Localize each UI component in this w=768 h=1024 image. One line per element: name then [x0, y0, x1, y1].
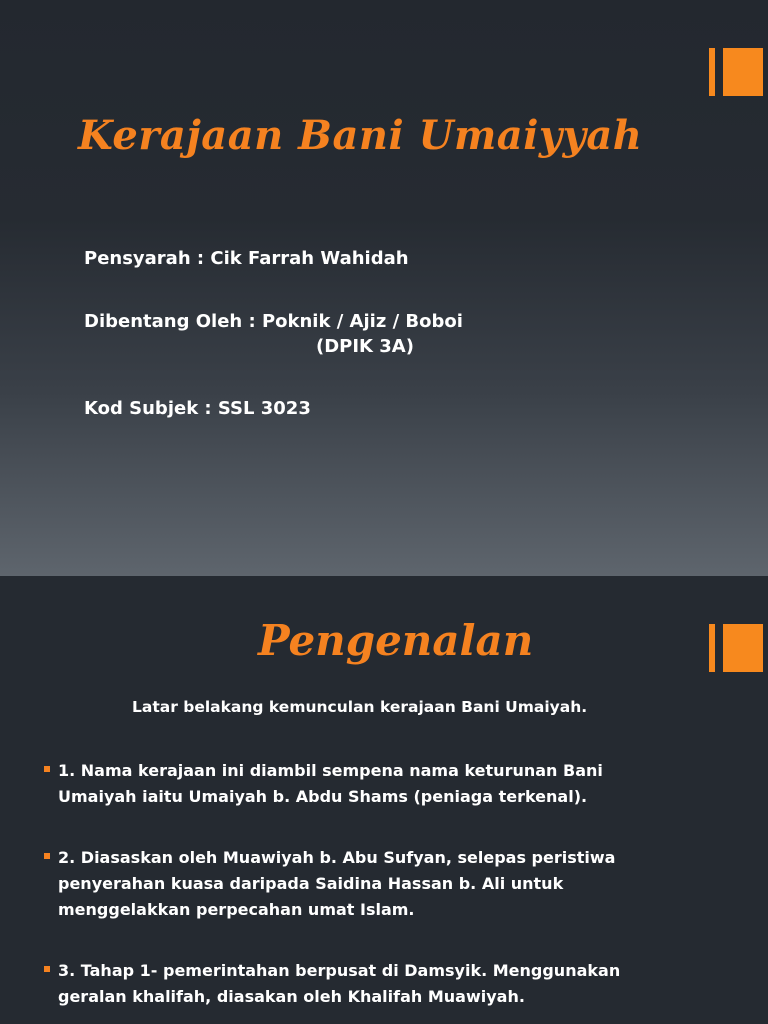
- bullet-text: 1. Nama kerajaan ini diambil sempena nama keturunan Bani Umaiyah iaitu Umaiyah b. Abdu Shams (peniaga terkenal).: [58, 761, 603, 806]
- section-subtitle: Latar belakang kemunculan kerajaan Bani Umaiyah.: [132, 698, 588, 716]
- accent-bar-thick: [723, 624, 763, 672]
- bullet-item: [44, 758, 684, 810]
- accent-bar-thin: [709, 48, 715, 96]
- accent-bar-thick: [723, 48, 763, 96]
- bullet-marker-icon: [44, 766, 50, 772]
- bullet-text: 3. Tahap 1- pemerintahan berpusat di Damsyik. Menggunakan geralan khalifah, diasakan oleh Khalifah Muawiyah.: [58, 961, 621, 1006]
- subject-code-line: Kod Subjek : SSL 3023: [84, 398, 311, 419]
- bullet-item: [44, 845, 684, 923]
- presenters-line: Dibentang Oleh : Poknik / Ajiz / Boboi: [84, 311, 463, 332]
- accent-bar-thin: [709, 624, 715, 672]
- bullet-item: [44, 958, 684, 1010]
- section-title: Pengenalan: [258, 616, 534, 665]
- slide-title: Kerajaan Bani Umaiyyah: [78, 112, 643, 159]
- class-line: (DPIK 3A): [316, 336, 414, 357]
- bullet-marker-icon: [44, 966, 50, 972]
- lecturer-line: Pensyarah : Cik Farrah Wahidah: [84, 248, 409, 269]
- bullet-text: 2. Diasaskan oleh Muawiyah b. Abu Sufyan, selepas peristiwa penyerahan kuasa daripada Saidina Hassan b. Ali untuk menggelakkan perpecahan umat Islam.: [58, 848, 616, 919]
- bullet-marker-icon: [44, 853, 50, 859]
